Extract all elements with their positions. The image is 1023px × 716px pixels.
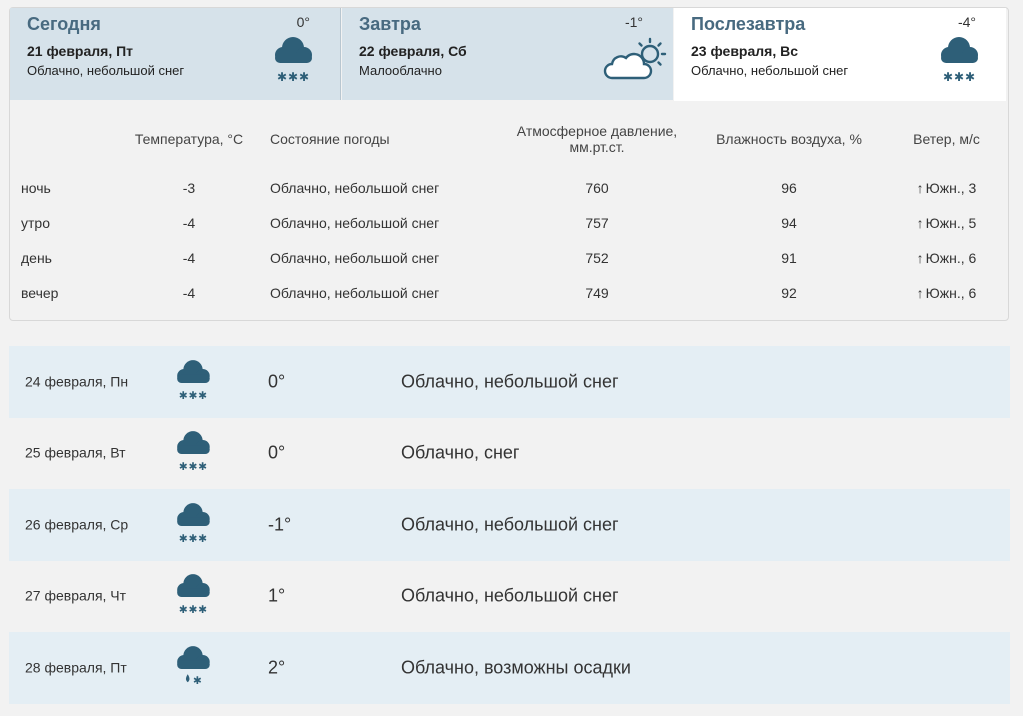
table-row bbox=[10, 275, 1008, 310]
header-wind: Ветер, м/с bbox=[913, 131, 980, 147]
svg-text:✱: ✱ bbox=[188, 389, 198, 402]
wind-arrow-icon: ↑ bbox=[916, 284, 924, 301]
table-row bbox=[10, 240, 1008, 275]
wind-value: Южн., 3 bbox=[925, 179, 977, 196]
pressure-cell: 749 bbox=[585, 284, 609, 301]
forecast-date: 28 февраля, Пт bbox=[25, 659, 127, 676]
wind-value: Южн., 6 bbox=[925, 284, 977, 301]
svg-text:✱: ✱ bbox=[287, 70, 299, 84]
state-cell: Облачно, небольшой снег bbox=[270, 249, 440, 266]
header-period bbox=[10, 108, 118, 170]
wind-cell bbox=[885, 205, 1008, 240]
wind-value: Южн., 5 bbox=[925, 214, 977, 231]
tab-date: 22 февраля, Сб bbox=[359, 43, 467, 59]
svg-text:✱: ✱ bbox=[298, 70, 310, 84]
pressure-cell: 752 bbox=[585, 249, 609, 266]
forecast-temperature: 1° bbox=[268, 585, 286, 606]
temperature-cell: -4 bbox=[182, 214, 196, 231]
forecast-description: Облачно, небольшой снег bbox=[401, 585, 619, 606]
tab-temperature: -4° bbox=[957, 14, 976, 30]
header-temperature: Температура, °C bbox=[134, 131, 244, 147]
humidity-cell: 96 bbox=[781, 179, 797, 196]
svg-text:✱: ✱ bbox=[178, 461, 188, 473]
svg-text:✱: ✱ bbox=[178, 604, 188, 616]
header-pressure: Атмосферное давление, мм.рт.ст. bbox=[516, 123, 678, 155]
temperature-cell: -4 bbox=[182, 284, 196, 301]
svg-text:✱: ✱ bbox=[188, 604, 198, 616]
state-cell: Облачно, небольшой снег bbox=[270, 179, 440, 196]
forecast-description: Облачно, небольшой снег bbox=[401, 371, 619, 392]
tab-description: Облачно, небольшой снег bbox=[27, 63, 185, 78]
wind-value: Южн., 6 bbox=[925, 249, 977, 266]
period-cell: день bbox=[21, 249, 52, 266]
forecast-temperature: 0° bbox=[268, 371, 286, 392]
forecast-description: Облачно, снег bbox=[401, 442, 520, 463]
forecast-description: Облачно, небольшой снег bbox=[401, 514, 619, 535]
svg-text:✱: ✱ bbox=[276, 70, 288, 84]
header-state: Состояние погоды bbox=[270, 131, 390, 147]
tab-temperature: 0° bbox=[296, 14, 310, 30]
svg-text:✱: ✱ bbox=[953, 70, 965, 84]
wind-cell bbox=[885, 170, 1008, 205]
pressure-cell: 760 bbox=[585, 179, 609, 196]
svg-text:✱: ✱ bbox=[942, 70, 954, 84]
tab-tomorrow[interactable] bbox=[342, 8, 673, 100]
header-humidity: Влажность воздуха, % bbox=[716, 131, 862, 147]
forecast-temperature: 0° bbox=[268, 442, 286, 463]
list-item[interactable] bbox=[9, 418, 1010, 490]
wind-arrow-icon: ↑ bbox=[916, 179, 924, 196]
wind-arrow-icon: ↑ bbox=[916, 249, 924, 266]
svg-text:✱: ✱ bbox=[192, 674, 202, 687]
detailed-forecast-card bbox=[9, 7, 1009, 321]
cloud-snow-icon bbox=[171, 572, 215, 621]
ten-day-forecast-list bbox=[9, 346, 1010, 704]
forecast-date: 27 февраля, Чт bbox=[25, 587, 127, 604]
svg-text:✱: ✱ bbox=[188, 532, 198, 545]
tab-description: Облачно, небольшой снег bbox=[691, 63, 849, 78]
wind-cell bbox=[885, 275, 1008, 310]
day-tabs bbox=[10, 8, 1008, 101]
temperature-cell: -4 bbox=[182, 249, 196, 266]
forecast-temperature: -1° bbox=[268, 514, 292, 535]
tab-day-after-tomorrow[interactable] bbox=[674, 8, 1006, 101]
list-item[interactable] bbox=[9, 632, 1010, 704]
wind-cell bbox=[885, 240, 1008, 275]
forecast-date: 24 февраля, Пн bbox=[25, 373, 129, 390]
cloud-snow-icon bbox=[171, 500, 215, 549]
tab-today[interactable] bbox=[10, 8, 341, 100]
tab-date: 23 февраля, Вс bbox=[691, 43, 798, 59]
state-cell: Облачно, небольшой снег bbox=[270, 214, 440, 231]
period-cell: ночь bbox=[21, 179, 51, 196]
tab-title: Сегодня bbox=[27, 14, 101, 34]
list-item[interactable] bbox=[9, 489, 1010, 561]
tab-title: Завтра bbox=[359, 14, 421, 34]
humidity-cell: 94 bbox=[781, 214, 797, 231]
svg-text:✱: ✱ bbox=[198, 389, 208, 402]
svg-text:✱: ✱ bbox=[188, 461, 198, 473]
table-row bbox=[10, 205, 1008, 240]
detail-table bbox=[10, 108, 1008, 310]
detail-header-row bbox=[10, 108, 1008, 170]
period-cell: утро bbox=[21, 214, 50, 231]
wind-arrow-icon: ↑ bbox=[916, 214, 924, 231]
pressure-cell: 757 bbox=[585, 214, 609, 231]
forecast-date: 25 февраля, Вт bbox=[25, 444, 126, 461]
tab-date: 21 февраля, Пт bbox=[27, 43, 134, 59]
cloud-snow-icon bbox=[268, 34, 318, 89]
partly-cloudy-icon bbox=[600, 36, 670, 87]
state-cell: Облачно, небольшой снег bbox=[270, 284, 440, 301]
period-cell: вечер bbox=[21, 284, 59, 301]
list-item[interactable] bbox=[9, 561, 1010, 633]
svg-text:✱: ✱ bbox=[198, 461, 208, 473]
svg-text:✱: ✱ bbox=[178, 389, 188, 402]
list-item[interactable] bbox=[9, 346, 1010, 418]
tab-description: Малооблачно bbox=[359, 63, 442, 78]
cloud-sleet-icon bbox=[171, 643, 215, 692]
tab-title: Послезавтра bbox=[691, 14, 806, 34]
cloud-snow-icon bbox=[934, 34, 984, 89]
forecast-description: Облачно, возможны осадки bbox=[401, 657, 631, 678]
cloud-snow-icon bbox=[171, 429, 215, 478]
tab-temperature: -1° bbox=[624, 14, 643, 30]
svg-text:✱: ✱ bbox=[198, 532, 208, 545]
svg-text:✱: ✱ bbox=[178, 532, 188, 545]
table-row bbox=[10, 170, 1008, 205]
forecast-temperature: 2° bbox=[268, 657, 286, 678]
humidity-cell: 92 bbox=[781, 284, 797, 301]
temperature-cell: -3 bbox=[182, 179, 196, 196]
svg-text:✱: ✱ bbox=[198, 604, 208, 616]
humidity-cell: 91 bbox=[781, 249, 797, 266]
forecast-date: 26 февраля, Ср bbox=[25, 516, 129, 533]
svg-text:✱: ✱ bbox=[964, 70, 976, 84]
cloud-snow-icon bbox=[171, 357, 215, 406]
